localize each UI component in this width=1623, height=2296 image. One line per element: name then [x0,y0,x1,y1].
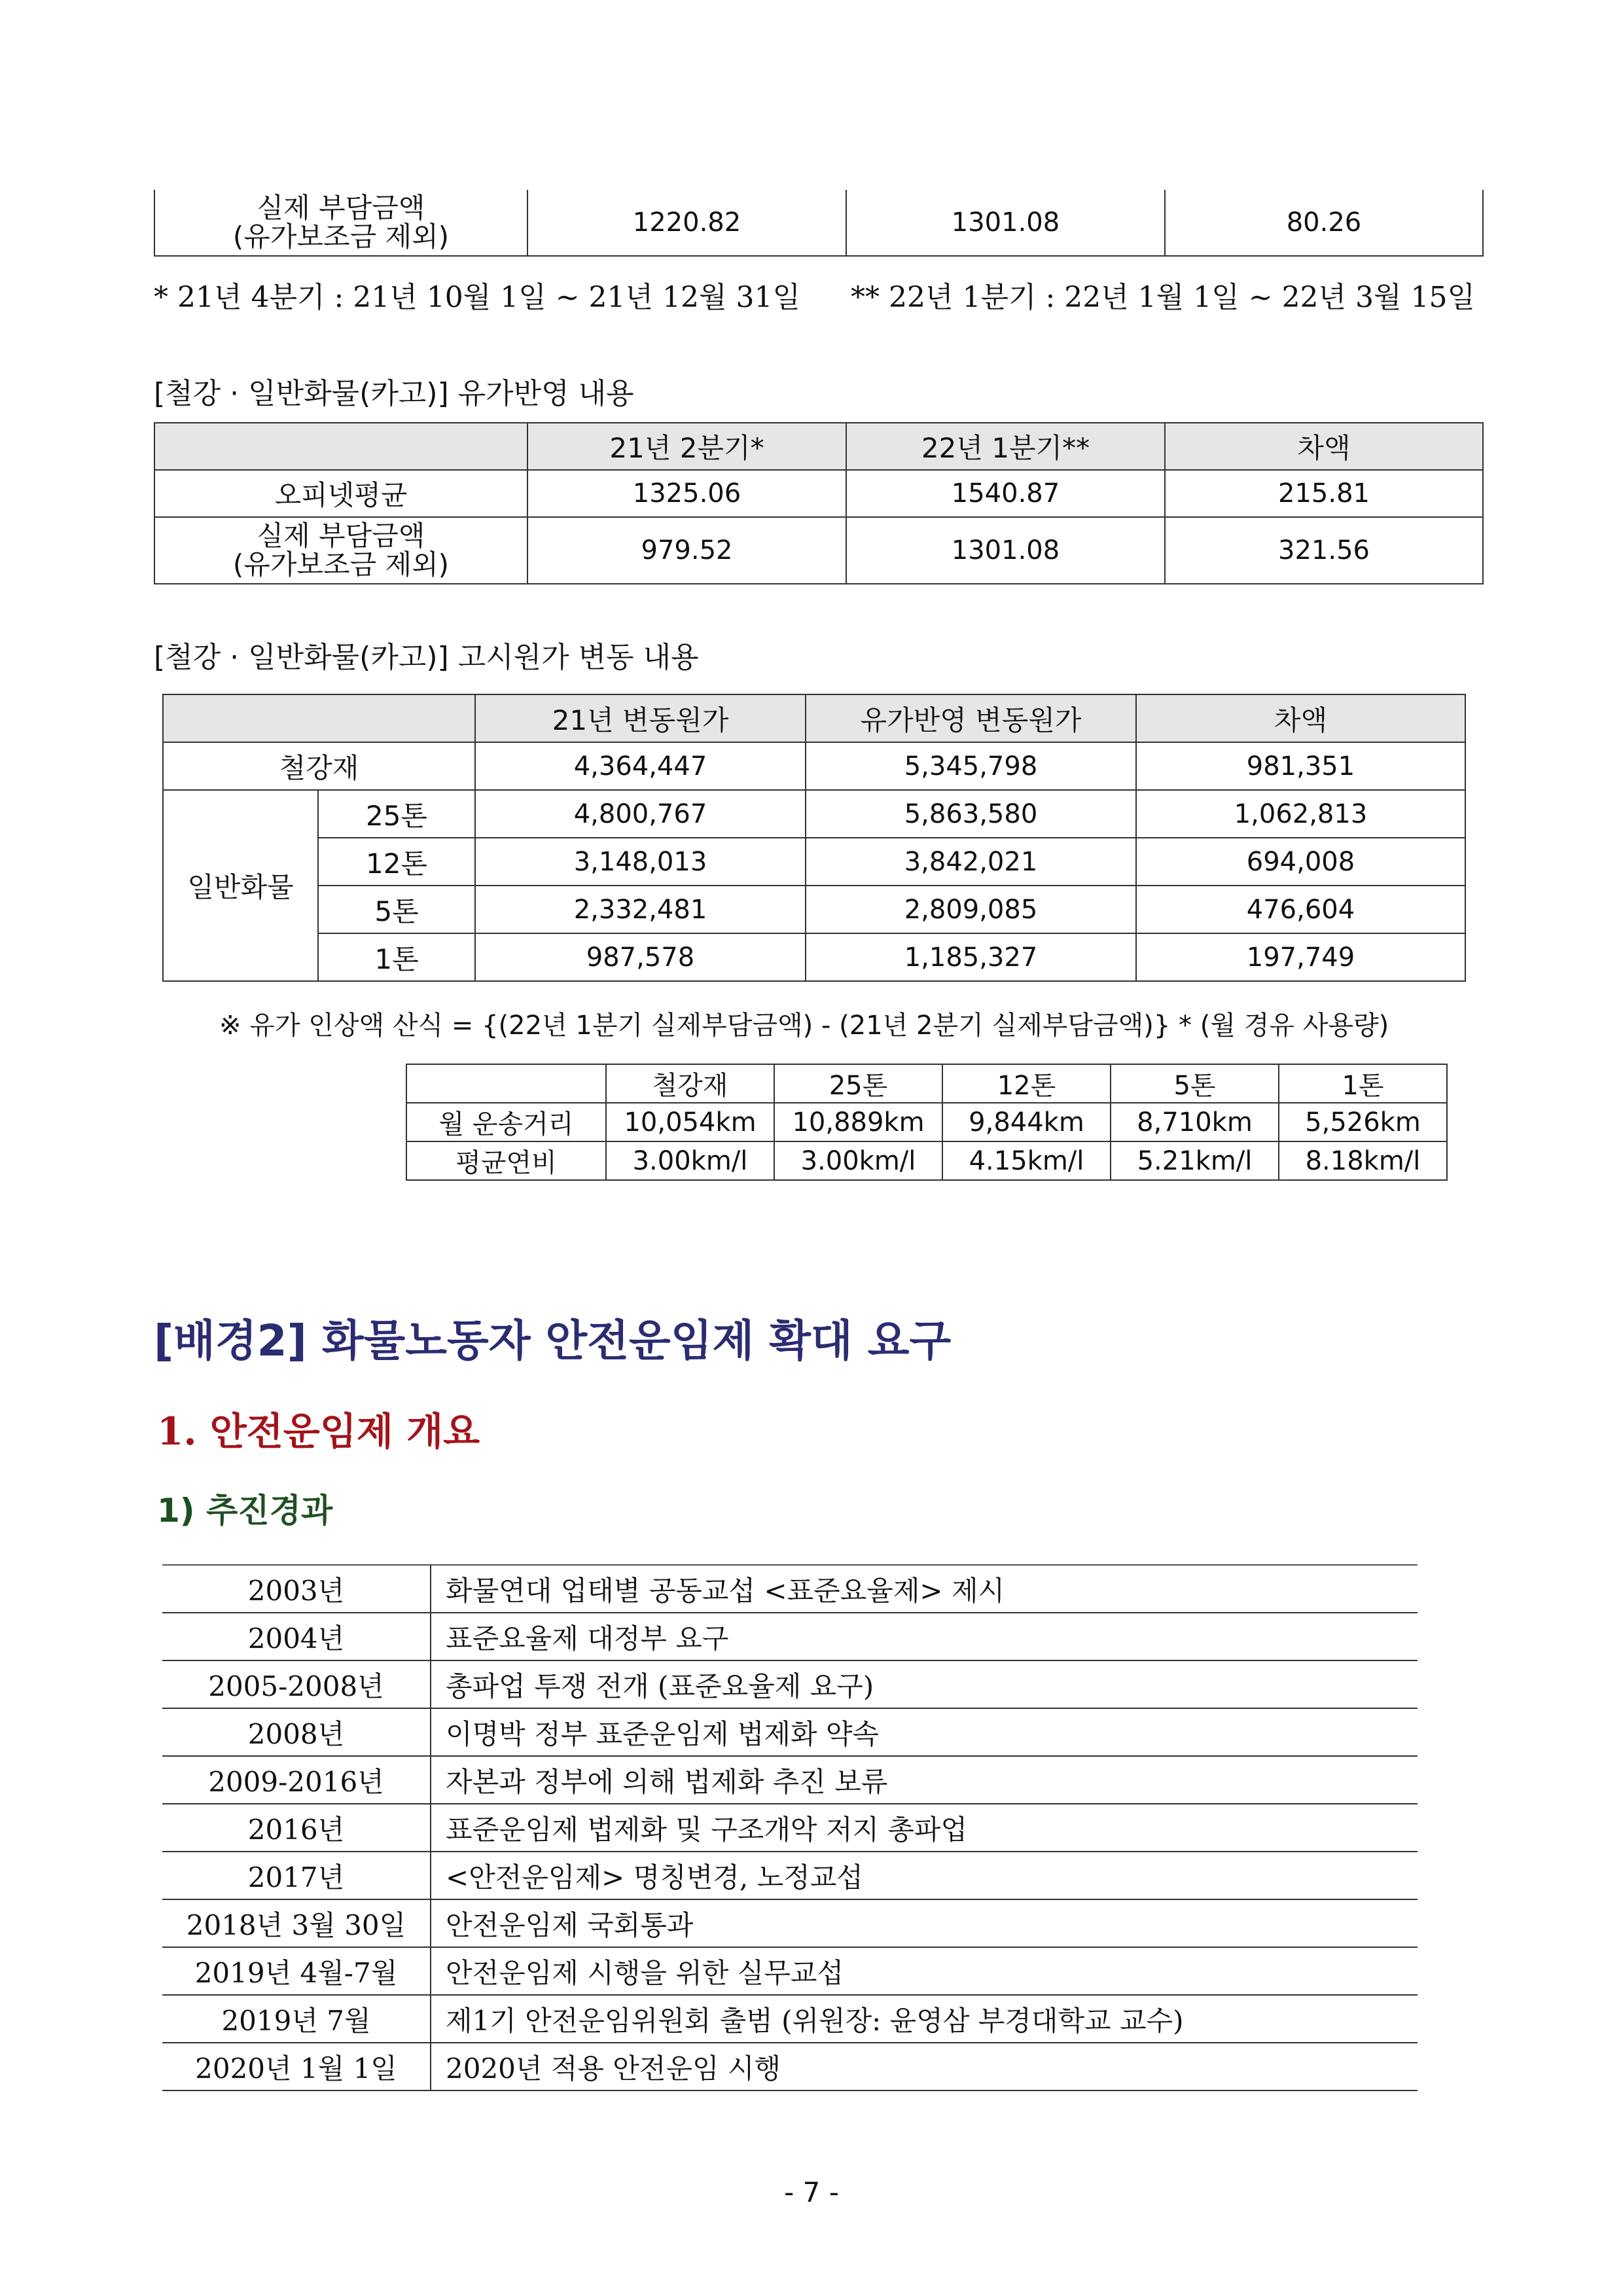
timeline-event: 제1기 안전운임위원회 출범 (위원장: 윤영삼 부경대학교 교수) [431,1995,1418,2043]
table-cell: 3.00km/l [774,1141,942,1180]
timeline-year: 2017년 [162,1852,431,1899]
table-cell: 1,062,813 [1136,790,1465,838]
timeline-event: 자본과 정부에 의해 법제화 추진 보류 [431,1756,1418,1804]
table-cell: 5.21km/l [1111,1141,1279,1180]
table-cell: 321.56 [1165,517,1483,584]
table-cell: 1540.87 [846,470,1165,517]
cost-change-table [162,694,1466,982]
table-cell: 1301.08 [846,517,1165,584]
timeline-row [162,1852,1418,1899]
table-cell: 4,364,447 [475,742,806,790]
table-header: 21년 2분기* [527,423,846,470]
timeline-row [162,1660,1418,1708]
table-cell: 9,844km [942,1103,1111,1141]
table-cell: 2,332,481 [475,886,806,933]
footnote-q4: * 21년 4분기 : 21년 10월 1일 ~ 21년 12월 31일 [154,281,801,314]
timeline-event: 표준요율제 대정부 요구 [431,1613,1418,1660]
table-header: 차액 [1165,423,1483,470]
row-label: 12톤 [318,838,475,886]
table-header: 21년 변동원가 [475,694,806,742]
table-cell: 8,710km [1111,1103,1279,1141]
row-label: 평균연비 [406,1141,606,1180]
timeline-row [162,1899,1418,1947]
table-header: 차액 [1136,694,1465,742]
table-cell: 197,749 [1136,933,1465,981]
table-cell: 215.81 [1165,470,1483,517]
table-cell: 10,054km [606,1103,774,1141]
table-row [163,742,1465,790]
table-cell: 694,008 [1136,838,1465,886]
timeline-row [162,1613,1418,1660]
timeline-event: <안전운임제> 명칭변경, 노정교섭 [431,1852,1418,1899]
table-cell: 10,889km [774,1103,942,1141]
page-number: - 7 - [784,2176,839,2208]
table-cell: 8.18km/l [1279,1141,1447,1180]
table-header [406,1064,606,1103]
row-label: 25톤 [318,790,475,838]
table-header: 유가반영 변동원가 [806,694,1136,742]
table-header: 12톤 [942,1064,1111,1103]
section-heading: 1. 안전운임제 개요 [157,1409,480,1454]
table-header-row [163,694,1465,742]
table-cell: 4.15km/l [942,1141,1111,1180]
table-header: 철강재 [606,1064,774,1103]
table-row [154,470,1483,517]
table-cell: 476,604 [1136,886,1465,933]
timeline-event: 안전운임제 국회통과 [431,1899,1418,1947]
table-cell: 1301.08 [846,190,1165,256]
table-header: 22년 1분기** [846,423,1165,470]
table-cell: 80.26 [1165,190,1483,256]
row-label: 월 운송거리 [406,1103,606,1141]
timeline-year: 2005-2008년 [162,1660,431,1708]
timeline-year: 2016년 [162,1804,431,1852]
timeline-year: 2008년 [162,1708,431,1756]
table-row [154,517,1483,584]
footnote-q1: ** 22년 1분기 : 22년 1월 1일 ~ 22년 3월 15일 [851,281,1476,314]
caption-fuel-reflection: [철강 · 일반화물(카고)] 유가반영 내용 [154,377,634,410]
timeline-year: 2009-2016년 [162,1756,431,1804]
distance-efficiency-table [406,1064,1448,1181]
row-label: 1톤 [318,933,475,981]
timeline-event: 안전운임제 시행을 위한 실무교섭 [431,1947,1418,1995]
timeline-year: 2020년 1월 1일 [162,2043,431,2090]
fuel-burden-table-continued [154,190,1484,257]
timeline-table [162,1564,1418,2091]
subsection-heading: 1) 추진경과 [157,1492,333,1530]
timeline-year: 2018년 3월 30일 [162,1899,431,1947]
table-row [163,838,1465,886]
table-header-row [154,423,1483,470]
timeline-row [162,2043,1418,2090]
timeline-year: 2003년 [162,1565,431,1613]
table-cell: 5,863,580 [806,790,1136,838]
table-row [406,1141,1447,1180]
table-header: 25톤 [774,1064,942,1103]
timeline-row [162,1565,1418,1613]
row-label: 오피넷평균 [154,470,527,517]
timeline-row [162,1756,1418,1804]
table-header [163,694,475,742]
table-cell: 981,351 [1136,742,1465,790]
timeline-year: 2019년 7월 [162,1995,431,2043]
timeline-event: 화물연대 업태별 공동교섭 <표준요율제> 제시 [431,1565,1418,1613]
table-cell: 2,809,085 [806,886,1136,933]
fuel-reflection-table [154,422,1484,584]
table-cell: 1325.06 [527,470,846,517]
table-cell: 3,842,021 [806,838,1136,886]
table-header [154,423,527,470]
timeline-event: 표준운임제 법제화 및 구조개악 저지 총파업 [431,1804,1418,1852]
timeline-year: 2019년 4월-7월 [162,1947,431,1995]
table-header: 5톤 [1111,1064,1279,1103]
table-cell: 979.52 [527,517,846,584]
table-cell: 5,526km [1279,1103,1447,1141]
table-row [163,933,1465,981]
timeline-event: 총파업 투쟁 전개 (표준요율제 요구) [431,1660,1418,1708]
table-cell: 987,578 [475,933,806,981]
table-header: 1톤 [1279,1064,1447,1103]
table-cell: 1,185,327 [806,933,1136,981]
row-label: 실제 부담금액 (유가보조금 제외) [154,517,527,584]
table-row [406,1103,1447,1141]
table-header-row [406,1064,1447,1103]
table-row [163,886,1465,933]
caption-cost-change: [철강 · 일반화물(카고)] 고시원가 변동 내용 [154,641,699,674]
table-row [163,790,1465,838]
timeline-year: 2004년 [162,1613,431,1660]
timeline-event: 2020년 적용 안전운임 시행 [431,2043,1418,2090]
table-cell: 1220.82 [527,190,846,256]
row-label: 5톤 [318,886,475,933]
fuel-increase-formula: ※ 유가 인상액 산식 = {(22년 1분기 실제부담금액) - (21년 2분기 실제부담금액)} * (월 경유 사용량) [219,1011,1389,1041]
table-cell: 3.00km/l [606,1141,774,1180]
row-group-general-cargo: 일반화물 [163,790,318,981]
table-cell: 4,800,767 [475,790,806,838]
timeline-row [162,1947,1418,1995]
table-row [154,190,1483,256]
row-label-steel: 철강재 [163,742,475,790]
heading-background-2: [배경2] 화물노동자 안전운임제 확대 요구 [154,1316,952,1366]
table-cell: 5,345,798 [806,742,1136,790]
timeline-row [162,1804,1418,1852]
row-label: 실제 부담금액 (유가보조금 제외) [154,190,527,256]
timeline-event: 이명박 정부 표준운임제 법제화 약속 [431,1708,1418,1756]
timeline-row [162,1995,1418,2043]
timeline-row [162,1708,1418,1756]
table-cell: 3,148,013 [475,838,806,886]
